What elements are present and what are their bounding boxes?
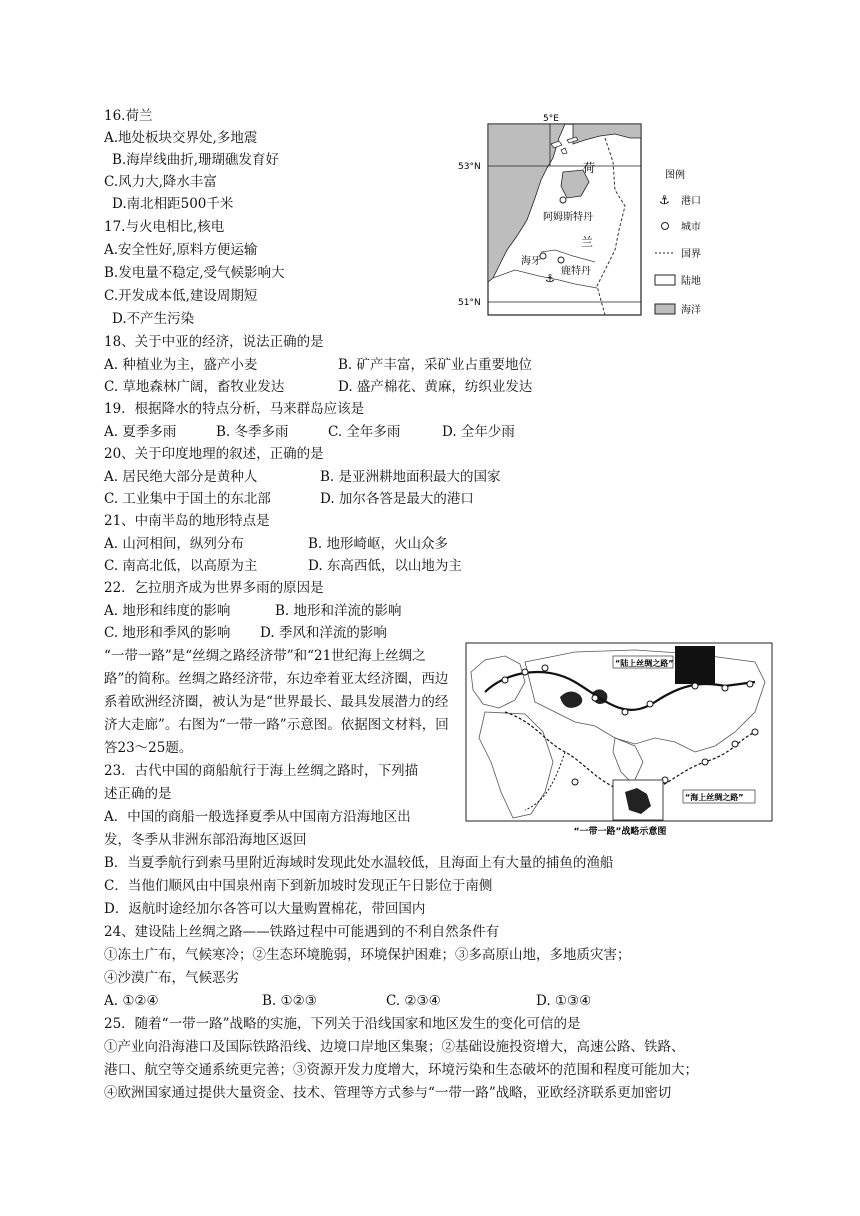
legend-border: 国界	[681, 249, 701, 260]
q20-option-c: C. 工业集中于国土的东北部	[104, 491, 271, 507]
q22-stem: 22．乞拉朋齐成为世界多雨的原因是	[104, 580, 324, 596]
belt-road-map	[465, 642, 775, 837]
q25-statement-line3: ④欧洲国家通过提供大量资金、技术、管理等方式参与“一带一路”战略，亚欧经济联系更加密切	[104, 1085, 672, 1101]
q21-option-a: A. 山河相间，纵列分布	[104, 536, 244, 552]
q25-statement-line1: ①产业向沿海港口及国际铁路沿线、边境口岸地区集聚；②基础设施投资增大，高速公路、铁路、	[104, 1039, 685, 1055]
sea-swatch	[655, 304, 675, 314]
q21-option-c: C. 南高北低，以高原为主	[104, 558, 258, 574]
land-swatch	[655, 275, 675, 285]
lat-top-label: 53°N	[458, 162, 481, 172]
q24-stem: 24、建设陆上丝绸之路——铁路过程中可能遇到的不利自然条件有	[104, 924, 500, 940]
q17-option-d: D.不产生污染	[112, 311, 195, 327]
q18-option-a: A. 种植业为主，盛产小麦	[104, 357, 258, 373]
q20-stem: 20、关于印度地理的叙述，正确的是	[104, 446, 324, 462]
q22-option-b: B. 地形和洋流的影响	[275, 603, 402, 619]
circle-icon	[662, 223, 669, 230]
q23-stem-line2: 述正确的是	[104, 786, 172, 802]
q17-option-c: C.开发成本低,建设周期短	[104, 288, 258, 304]
country-char-2: 兰	[581, 235, 594, 249]
q20-option-d: D. 加尔各答是最大的港口	[320, 491, 474, 507]
q19-option-a: A. 夏季多雨	[104, 424, 177, 440]
q19-option-c: C. 全年多雨	[328, 424, 401, 440]
q18-option-c: C. 草地森林广阔，畜牧业发达	[104, 379, 285, 395]
sea-route-label: “海上丝绸之路”	[685, 793, 744, 802]
city-rotterdam: 鹿特丹	[561, 266, 591, 277]
q16-option-c: C.风力大,降水丰富	[104, 174, 217, 190]
netherlands-map	[455, 110, 765, 332]
land-route-label: “陆上丝绸之路”	[615, 659, 674, 668]
q23-stem-line1: 23．古代中国的商船航行于海上丝绸之路时，下列描	[104, 763, 419, 779]
longitude-label: 5°E	[543, 114, 559, 124]
legend-port: 港口	[681, 196, 701, 207]
map-caption: “一带一路”战略示意图	[573, 827, 667, 837]
q16-option-a: A.地处板块交界处,多地震	[104, 130, 258, 146]
intro-paragraph: “一带一路”是“丝绸之路经济带”和“21世纪海上丝绸之路”的简称。丝绸之路经济带，东边牵着亚太经济圈，西边系着欧洲经济圈，被认为是“世界最长、最具发展潜力的经济大走廊”。右图为“一带一路”示意图。依据图文材料，回答23～25题。	[104, 648, 449, 756]
q24-option-d: D. ①③④	[536, 993, 592, 1009]
inset-block	[675, 646, 715, 684]
q16-stem: 16.荷兰	[104, 108, 153, 124]
q24-items-line2: ④沙漠广布，气候恶劣	[104, 970, 239, 986]
q23-option-a-line1: A．中国的商船一般选择夏季从中国南方沿海地区出	[104, 809, 411, 825]
q22-option-c: C. 地形和季风的影响	[104, 625, 231, 641]
q25-statement-line2: 港口、航空等交通系统更完善；③资源开发力度增大，环境污染和生态破坏的范围和程度可能加大；	[104, 1062, 698, 1078]
q21-stem: 21、中南半岛的地形特点是	[104, 513, 270, 529]
q19-stem: 19．根据降水的特点分析，马来群岛应该是	[104, 401, 365, 417]
q21-option-b: B. 地形崎岖，火山众多	[308, 536, 449, 552]
q16-option-b: B.海岸线曲折,珊瑚礁发育好	[112, 152, 280, 168]
port-anchor-icon: ⚓	[545, 272, 555, 285]
q24-option-c: C. ②③④	[386, 993, 441, 1009]
lat-bottom-label: 51°N	[458, 298, 481, 308]
q24-option-a: A. ①②④	[104, 993, 159, 1009]
legend-title: 图例	[665, 170, 685, 181]
q18-option-d: D. 盛产棉花、黄麻，纺织业发达	[338, 379, 533, 395]
amsterdam-dot	[560, 197, 566, 203]
q22-option-d: D. 季风和洋流的影响	[260, 625, 387, 641]
q23-option-d: D．返航时途经加尔各答可以大量购置棉花，带回国内	[104, 901, 426, 917]
legend-city: 城市	[681, 222, 701, 233]
q24-option-b: B. ①②③	[262, 993, 317, 1009]
q17-option-a: A.安全性好,原料方便运输	[104, 242, 258, 258]
q24-items-line1: ①冻土广布，气候寒冷；②生态环境脆弱，环境保护困难；③多高原山地，多地质灾害；	[104, 947, 631, 963]
legend-land: 陆地	[681, 276, 701, 287]
q21-option-d: D. 东高西低，以山地为主	[308, 558, 462, 574]
q19-option-b: B. 冬季多雨	[216, 424, 289, 440]
q17-stem: 17.与火电相比,核电	[104, 219, 225, 235]
q17-option-b: B.发电量不稳定,受气候影响大	[104, 265, 285, 281]
legend-sea: 海洋	[681, 305, 701, 316]
q18-option-b: B. 矿产丰富，采矿业占重要地位	[338, 357, 533, 373]
q22-option-a: A. 地形和纬度的影响	[104, 603, 231, 619]
q20-option-b: B. 是亚洲耕地面积最大的国家	[320, 469, 501, 485]
city-hague: 海牙	[521, 256, 541, 267]
q20-option-a: A. 居民绝大部分是黄种人	[104, 469, 258, 485]
q18-stem: 18、关于中亚的经济，说法正确的是	[104, 334, 324, 350]
anchor-icon: ⚓	[659, 193, 670, 207]
q23-option-c: C．当他们顺风由中国泉州南下到新加坡时发现正午日影位于南侧	[104, 878, 493, 894]
country-char-1: 荷	[583, 161, 596, 175]
q16-option-d: D.南北相距500千米	[112, 196, 234, 212]
q19-option-d: D. 全年少雨	[442, 424, 515, 440]
q23-option-b: B．当夏季航行到索马里附近海域时发现此处水温较低，且海面上有大量的捕鱼的渔船	[104, 855, 614, 871]
q25-stem: 25．随着“一带一路”战略的实施，下列关于沿线国家和地区发生的变化可信的是	[104, 1016, 581, 1032]
rotterdam-dot	[558, 257, 564, 263]
city-amsterdam: 阿姆斯特丹	[543, 212, 593, 223]
q23-option-a-line2: 发，冬季从非洲东部沿海地区返回	[104, 832, 307, 848]
